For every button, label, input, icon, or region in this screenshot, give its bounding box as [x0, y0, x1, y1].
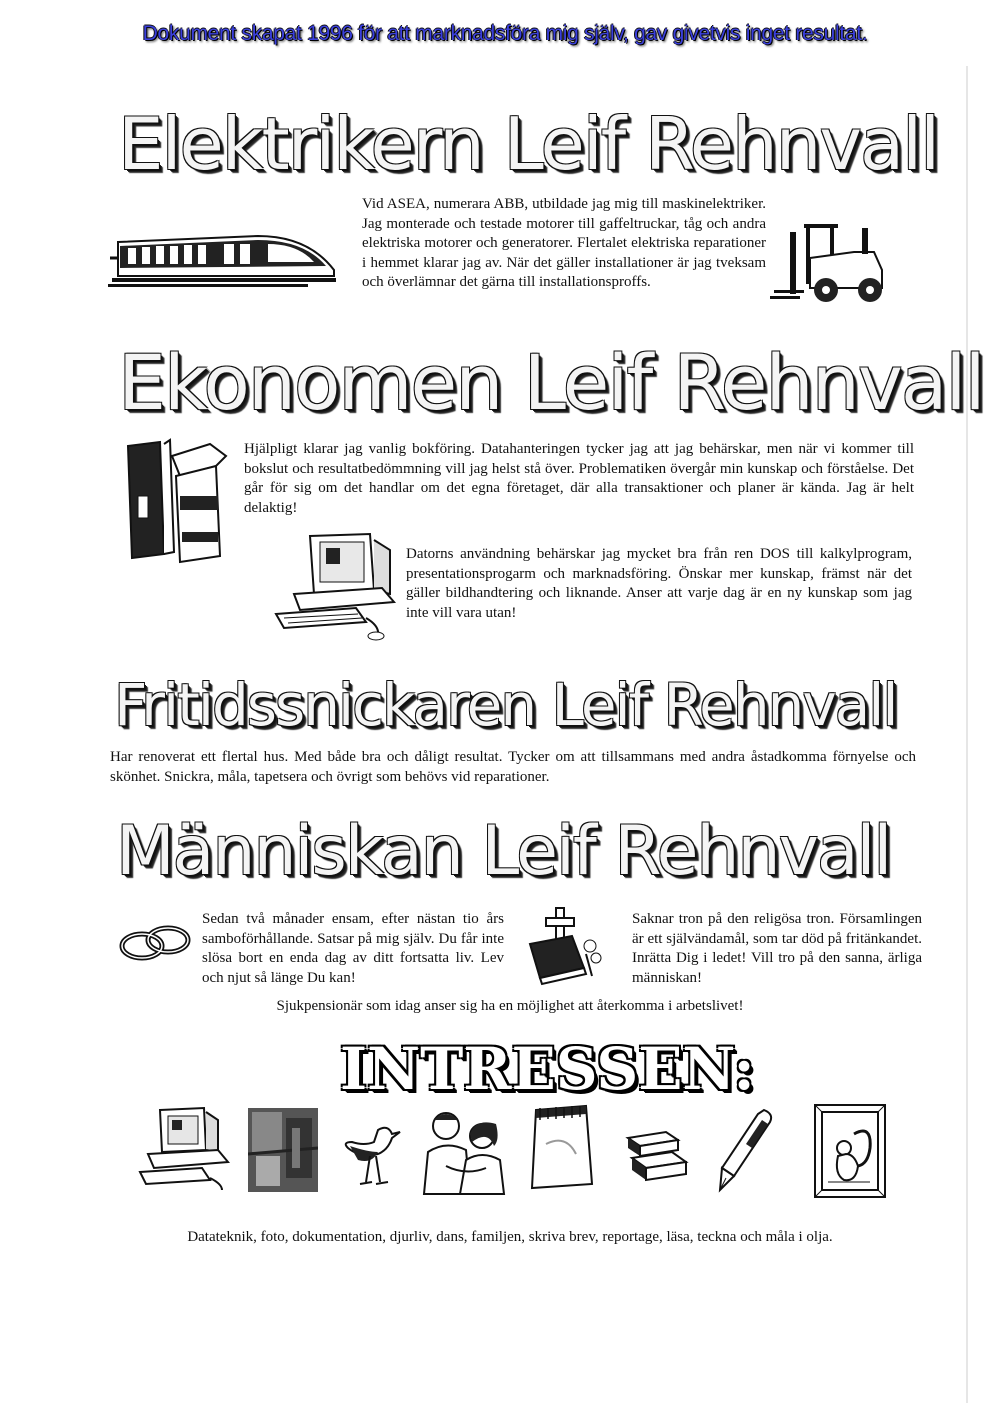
binders-icon — [120, 436, 232, 564]
heading-elektriker: Elektrikern Leif Rehnvall — [118, 102, 939, 186]
page-edge — [966, 66, 968, 1403]
elektriker-text: Vid ASEA, numerara ABB, utbildade jag mig till maskinelektriker. Jag monterade och testade motorer till gaffeltruckar, tåg och andra elektriska motorer och generatorer. Flertalet elektriska reparationer i hemmet klarar jag av. När det gäller installationer är jag tveksam och överlämnar det gärna till installationsproffs. — [362, 196, 766, 290]
interest-photo-icon — [248, 1108, 318, 1192]
bible-cross-icon — [526, 906, 606, 986]
interest-computer-icon — [138, 1106, 234, 1192]
interest-notepad-icon — [526, 1104, 596, 1190]
train-icon — [108, 222, 340, 292]
interest-books-icon — [622, 1130, 692, 1184]
computer-icon — [270, 530, 400, 642]
manniska-text-left: Sedan två månader ensam, efter nästan tio års samboförhållande. Satsar på mig själv. Du får inte slösa bort en enda dag av ditt fortsatta liv. Lev och njut så länge Du kan! — [202, 911, 504, 986]
fritid-text: Har renoverat ett flertal hus. Med både bra och dåligt resultat. Tycker om att tillsammans med andra åstadkomma förnyelse och skönhet. Snickra, måla, tapetsera och övrigt som behövs vid reparationer. — [110, 749, 916, 785]
intressen-text: Datateknik, foto, dokumentation, djurliv, dans, familjen, skriva brev, reportage, läsa, teckna och måla i olja. — [187, 1229, 833, 1245]
forklift-icon — [770, 218, 898, 308]
manniska-text-bottom: Sjukpensionär som idag anser sig ha en möjlighet att återkomma i arbetslivet! — [276, 998, 744, 1014]
intressen-heading: INTRESSEN: — [340, 1035, 755, 1103]
heading-ekonom: Ekonomen Leif Rehnvall — [118, 338, 984, 427]
interest-bird-icon — [338, 1124, 408, 1190]
wedding-rings-icon — [118, 920, 194, 964]
ekonom-text-1: Hjälpligt klarar jag vanlig bokföring. Datahanteringen tycker jag att jag behärskar, men när vi kommer till bokslut och resultatbedömmning vill jag helst stå över. Problematiken övergår min kunskap och förståelse. Det går för sig om det handlar om det egna företaget, där alla transaktioner och planer är kända. Jag är helt delaktig! — [244, 441, 914, 516]
manniska-text-right: Saknar tron på den religösa tron. Församlingen är ett självändamål, som tar död på fritänkandet. Inrätta Dig i ledet! Vill tro på den sanna, ärliga människan! — [632, 911, 922, 986]
interest-squirrel-painting-icon — [814, 1104, 886, 1198]
ekonom-text-2: Datorns användning behärskar jag mycket bra från ren DOS till kalkylprogram, presentationsprogarm och marknadsföring. Önskar mer kunskap, främst när det gäller bildhandtering och liknande. Anser att varje dag är en ny kunskap som jag inte vill vara utan! — [406, 546, 912, 621]
interest-pen-icon — [708, 1104, 778, 1194]
interest-couple-icon — [416, 1106, 514, 1196]
heading-fritid: Fritidssnickaren Leif Rehnvall — [114, 671, 897, 739]
heading-manniska: Människan Leif Rehnvall — [116, 812, 891, 891]
banner-text: Dokument skapat 1996 för att marknadsföra mig själv, gav givetvis inget resultat. — [142, 22, 868, 45]
